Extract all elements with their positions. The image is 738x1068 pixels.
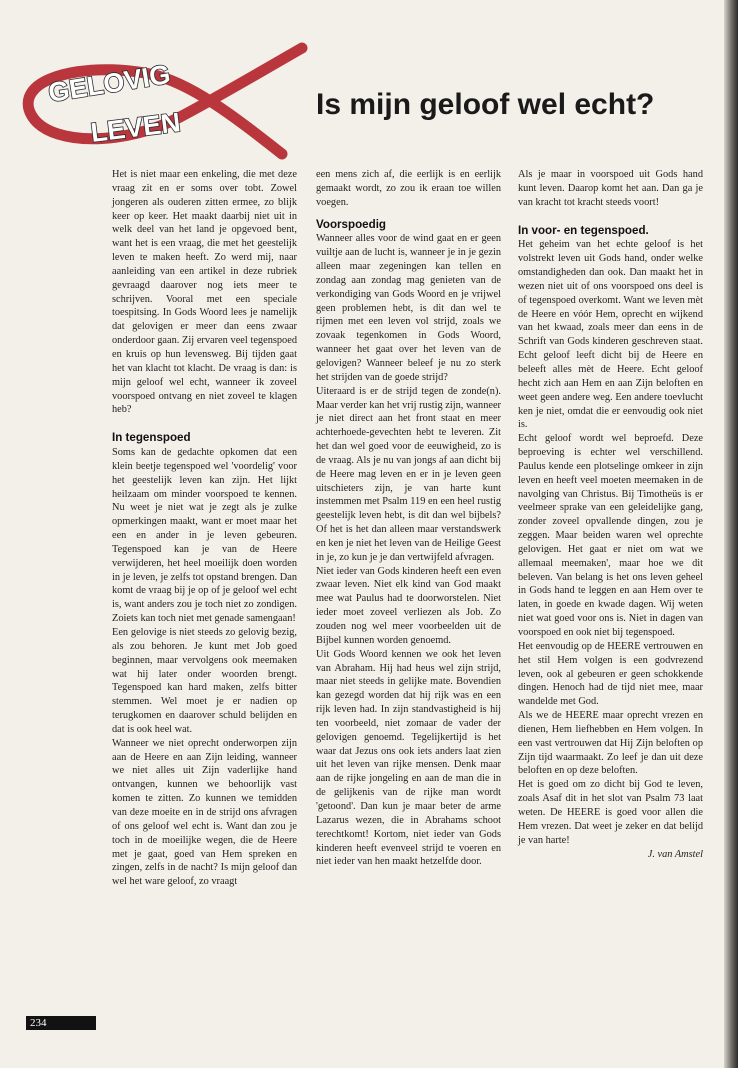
paragraph: Wanneer alles voor de wind gaat en er geen vuiltje aan de lucht is, wanneer je in je gezin alleen maar zegeningen kan tellen en zondag aan zondag mag genieten van de verkondiging van Gods Woord en je vrijwel geen problemen hebt, is dit dan wel te rijmen met een leven vol strijd, zoals we zovaak tegenkomen in Gods Woord, wanneer het gaat over het leven van de gelovigen? Wanneer beleef je nu zo sterk het strijden van de goede strijd? xyxy=(316,233,501,383)
intro-paragraph: Het is niet maar een enkeling, die met deze vraag zit en er soms over tobt. Zowel jongeren als ouderen zitten ermee, zo blijk keer op keer. Het maakt daarbij niet uit in welk deel van het land je opgevoed bent, want het is een vraag, die met het geestelijk leven te maken heeft. Zo werd mij, naar aanleiding van een artikel in deze rubriek gevraagd daarover nog iets meer te schrijven. Vooral met een speciale toespitsing. In Gods Woord lees je namelijk dat gelovigen er meer dan eens zwaar onderdoor gaan. Zij ervaren veel tegenspoed en kruis op hun levensweg. Bij tijden gaat het van klacht tot klacht. De vraag is dan: is mijn geloof wel echt, wanneer ik zoveel voorspoed ontvang en niet zoveel te klagen heb? xyxy=(112,169,297,416)
paragraph: Wanneer we niet oprecht onderworpen zijn aan de Heere en aan Zijn leiding, wanneer we niet alles uit Zijn vaderlijke hand ontvangen, kunnen we behoorlijk vast komen te zitten. Zo kunnen we temidden van deze moeite en in de strijd ons afvragen of ons geloof wel echt is. Want dan zou je toch in de moeilijke wegen, die de Heere met je gaat, goed van Hem spreken en zingen, zelfs in de nacht? Is mijn geloof dan wel het ware geloof, zo vraagt xyxy=(112,737,297,888)
section-heading-voorspoedig: Voorspoedig xyxy=(316,217,386,231)
fish-emblem-icon xyxy=(20,42,310,162)
author-signature: J. van Amstel xyxy=(647,848,703,860)
paragraph: Een gelovige is niet steeds zo gelovig bezig, als zou behoren. Je kunt met Job goed beginnen, maar vervolgens ook meemaken wat hij later onder woorden brengt. Tegenspoed kan hard maken, zelfs bitter stemmen. Wel moet je er nadien op terugkomen en daarover schuld belijden en dat is ook heel wat. xyxy=(112,627,297,735)
paragraph: Uiteraard is er de strijd tegen de zonde(n). Maar verder kan het vrij rustig zijn, wanneer je niet direct aan het front staat en meer achterhoede-gevechten hebt te leveren. Zit het dan wel goed voor de eeuwigheid, zo is de vraag. Als je nu van jongs af aan dicht bij de Heere mag leven en er in je leven geen uitschieters zijn, je van harte kunt instemmen met Psalm 119 en een heel rustig geestelijk leven hebt, is dit dan wel bijbels? Of het is het dan alleen maar verstandswerk en ken je niet het leven van de Heilige Geest in je, zo kun je je dan vertwijfeld afvragen. xyxy=(316,385,501,563)
article-column-3 xyxy=(518,168,703,861)
paragraph: Echt geloof wordt wel beproefd. Deze beproeving is echter wel verschillend. Paulus kende een plotselinge omkeer in zijn leven en heeft veel moeten meemaken in de navolging van Christus. Bij Timotheüs is er veelmeer sprake van een geleidelijke gang, zonder zoveel opvallende dingen, zou je zeggen. Maar beiden waren wel oprechte gelovigen. Het gaat er niet om wat we allemaal meemaken', maar hoe we dit beleven. Van belang is het ons leven geheel in Gods hand te leggen en aan Hem over te laten, in goede en kwade dagen. Wij weten niet wat goed voor ons is. Niet in dagen van voorspoed en ook niet bij tegenspoed. xyxy=(518,433,703,638)
article-column-1 xyxy=(112,168,297,889)
paragraph: Als je maar in voorspoed uit Gods hand kunt leven. Daarop komt het aan. Dan ga je van kracht tot kracht steeds voort! xyxy=(518,169,703,208)
paragraph: Niet ieder van Gods kinderen heeft een even zwaar leven. Niet elk kind van God maakt mee wat Paulus had te doorworstelen. Niet ieder moet zoveel verliezen als Job. Zo zouden nog wel meer voorbeelden uit de Bijbel kunnen worden genoemd. xyxy=(316,565,501,646)
page-number: 234 xyxy=(26,1016,96,1030)
section-heading-tegenspoed: In tegenspoed xyxy=(112,431,191,445)
paragraph: Het geheim van het echte geloof is het volstrekt leven uit Gods hand, onder welke omstandigheden dan ook. Dan maakt het in wezen niet uit of ons voorspoed ons deel is of tegenspoed overkomt. Want we leven mèt de Heere en vóór Hem, oprecht en wijkend van het kwaad, zoals meer dan eens in de Schrift van Gods kinderen geschreven staat. Echt geloof leeft dicht bij de Heere en beleeft alles mèt de Heere. Echt geloof hecht zich aan Hem en aan Zijn beloften en weet geen andere weg. Een andere toevlucht ken je niet, omdat die er eenvoudig ook niet is. xyxy=(518,239,703,431)
paragraph: Uit Gods Woord kennen we ook het leven van Abraham. Hij had heus wel zijn strijd, maar niet steeds in gelijke mate. Bovendien kan gezegd worden dat hij rijk was en een rijk leven had. In zijn standvastigheid is hij ten voorbeeld, niet zomaar de vader der gelovigen genoemd. Tegelijkertijd is het waar dat Jezus ons ook iets anders laat zien uit het leven van rijke mensen. Denk maar aan de rijke jongeling en aan de man die in de gelijkenis van de rijke man wordt 'getoond'. Dan kun je maar beter de arme Lazarus wezen, die in Abrahams schoot terechtkomt! Kortom, niet ieder van Gods kinderen heeft evenveel strijd te voeren en niet ieder van hen maakt hetzelfde door. xyxy=(316,648,501,868)
logo-word-bottom: LEVEN xyxy=(89,107,183,148)
paragraph: Het is goed om zo dicht bij God te leven, zoals Asaf dit in het slot van Psalm 73 laat weten. De HEERE is goed voor allen die Hem vrezen. Dat weet je zeker en dat belijd je van harte! xyxy=(518,779,703,846)
article-column-2 xyxy=(316,168,501,869)
section-heading-voor-en-tegenspoed: In voor- en tegenspoed. xyxy=(518,223,649,237)
article-title: Is mijn geloof wel echt? xyxy=(316,88,655,121)
gelovig-leven-fish-logo xyxy=(20,42,310,162)
paragraph: Als we de HEERE maar oprecht vrezen en dienen, Hem liefhebben en Hem volgen. In een vast vertrouwen dat Hij Zijn beloften op Zijn tijd waarmaakt. Zo leef je dan uit deze beloften en op deze beloften. xyxy=(518,710,703,777)
logo-word-top: GELOVIG xyxy=(46,59,173,108)
paragraph: Soms kan de gedachte opkomen dat een klein beetje tegenspoed wel 'voordelig' voor het geestelijk leven kan zijn. Het lijkt heilzaam om minder voorspoed te kennen. Nu weet je niet wat je zegt als je zulke opmerkingen maakt, want er moet maar het een en ander in je leven gebeuren. Tegenspoed kan je van de Heere verwijderen, het heel moeilijk doen worden in je leven, je zelfs tot opstand brengen. Dan komt de vraag bij je op of je geloof wel echt is, want anders zou je toch niet zo zondigen. Zoiets kan toch niet met genade samengaan! xyxy=(112,447,297,625)
page-edge-shadow xyxy=(724,0,738,1068)
paragraph: Het eenvoudig op de HEERE vertrouwen en het stil Hem volgen is een godvrezend leven, ook al gebeuren er geen schokkende dingen. Henoch had de tijd niet mee, maar wandelde met God. xyxy=(518,640,703,708)
paragraph: een mens zich af, die eerlijk is en eerlijk gemaakt wordt, zo zou ik eraan toe willen voegen. xyxy=(316,169,501,208)
